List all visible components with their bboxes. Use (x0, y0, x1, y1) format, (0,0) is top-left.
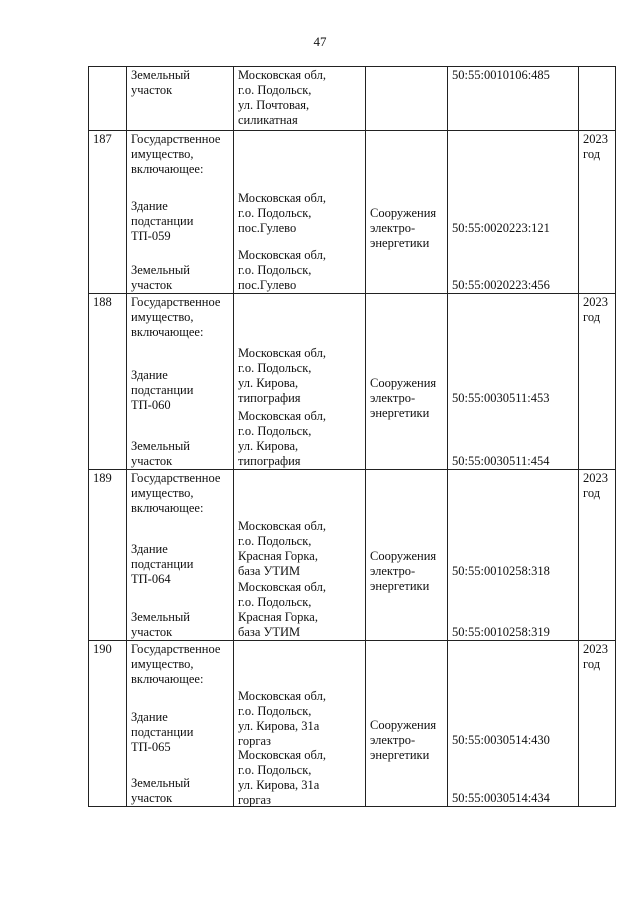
row-number (89, 67, 126, 68)
cadastral-number: 50:55:0020223:121 (452, 221, 550, 235)
year-cell (579, 67, 616, 131)
object-address-stack (234, 641, 365, 806)
row-number: 190 (93, 642, 112, 656)
table-row (89, 641, 616, 807)
object-address: Московская обл, г.о. Подольск, Красная Горка, база УТИМ (238, 519, 326, 578)
object-type: Сооружения электро- энергетики (370, 717, 437, 762)
row-number-cell (89, 470, 127, 641)
group-header: Государственное имущество, включающее: (131, 132, 221, 176)
year-cell (579, 470, 616, 641)
object-type: Сооружения электро- энергетики (370, 206, 437, 250)
object-address-cell (234, 67, 366, 131)
object-address: Московская обл, г.о. Подольск, ул. Кирова, типография (238, 345, 326, 405)
object-type (370, 625, 443, 640)
object-type-stack (366, 641, 447, 806)
object-address-cell (234, 641, 366, 807)
cadastral-number: 50:55:0010258:318 (452, 564, 550, 578)
object-type: Сооружения электро- энергетики (370, 375, 437, 420)
object-address-cell (234, 470, 366, 641)
object-type (370, 68, 443, 83)
object-type (370, 454, 443, 469)
object-address-cell (234, 131, 366, 294)
object-address-stack (234, 67, 365, 130)
year: 2023 год (583, 295, 608, 324)
cadastral-number: 50:55:0030511:454 (452, 454, 550, 468)
registry-body (89, 67, 616, 807)
object-name-stack (127, 470, 233, 640)
year-cell (579, 131, 616, 294)
cadastral-number-cell (448, 67, 579, 131)
year-cell (579, 641, 616, 807)
row-number: 188 (93, 295, 112, 309)
object-type-stack (366, 131, 447, 293)
object-name-stack (127, 67, 233, 130)
group-header: Государственное имущество, включающее: (131, 295, 221, 339)
cadastral-number: 50:55:0030511:453 (452, 390, 550, 405)
cadastral-number: 50:55:0010106:485 (452, 68, 550, 82)
cadastral-number: 50:55:0010258:319 (452, 625, 550, 639)
cadastral-number-cell (448, 641, 579, 807)
cadastral-number: 50:55:0030514:430 (452, 732, 550, 747)
object-type-cell (366, 470, 448, 641)
cadastral-number-stack (448, 67, 578, 130)
year: 2023 год (583, 132, 608, 161)
object-name-cell (127, 470, 234, 641)
object-name: Земельный участок (131, 68, 190, 97)
year: 2023 год (583, 642, 608, 671)
row-number-cell (89, 131, 127, 294)
cadastral-number-stack (448, 294, 578, 469)
cadastral-number-stack (448, 470, 578, 640)
object-type-stack (366, 294, 447, 469)
property-registry-table (88, 66, 616, 807)
cadastral-number-cell (448, 131, 579, 294)
object-name-cell (127, 641, 234, 807)
table-row (89, 294, 616, 470)
year (579, 67, 615, 68)
object-name: Здание подстанции ТП-059 (131, 198, 194, 243)
object-name-stack (127, 641, 233, 806)
object-name: Здание подстанции ТП-060 (131, 368, 194, 412)
year-cell (579, 294, 616, 470)
object-name-stack (127, 131, 233, 293)
object-address: Московская обл, г.о. Подольск, пос.Гулево (238, 248, 326, 292)
object-name: Земельный участок (131, 610, 190, 639)
object-address: Московская обл, г.о. Подольск, ул. Кирова, 31а горгаз (238, 747, 326, 807)
page-number: 47 (313, 34, 327, 49)
cadastral-number-stack (448, 131, 578, 293)
object-name-cell (127, 131, 234, 294)
table-row (89, 67, 616, 131)
object-address-stack (234, 131, 365, 293)
object-type-stack (366, 67, 447, 130)
table-row (89, 470, 616, 641)
object-address: Московская обл, г.о. Подольск, ул. Кирова, 31а горгаз (238, 689, 326, 748)
object-type: Сооружения электро- энергетики (370, 549, 437, 593)
object-address-stack (234, 294, 365, 469)
object-type-cell (366, 131, 448, 294)
object-name: Земельный участок (131, 776, 190, 805)
object-type (370, 278, 443, 293)
object-name-cell (127, 67, 234, 131)
row-number-cell (89, 67, 127, 131)
row-number-cell (89, 294, 127, 470)
object-address: Московская обл, г.о. Подольск, ул. Кирова, типография (238, 409, 326, 468)
object-name: Земельный участок (131, 439, 190, 468)
cadastral-number: 50:55:0030514:434 (452, 791, 550, 805)
table-row (89, 131, 616, 294)
row-number: 189 (93, 471, 112, 485)
object-address: Московская обл, г.о. Подольск, пос.Гулево (238, 191, 326, 235)
object-type-stack (366, 470, 447, 640)
row-number-cell (89, 641, 127, 807)
cadastral-number: 50:55:0020223:456 (452, 278, 550, 292)
object-name: Земельный участок (131, 263, 190, 292)
year: 2023 год (583, 471, 608, 500)
group-header: Государственное имущество, включающее: (131, 642, 221, 686)
object-address: Московская обл, г.о. Подольск, ул. Почтовая, силикатная (238, 68, 326, 127)
row-number: 187 (93, 132, 112, 146)
object-type-cell (366, 294, 448, 470)
group-header: Государственное имущество, включающее: (131, 471, 221, 515)
object-address-stack (234, 470, 365, 640)
cadastral-number-cell (448, 470, 579, 641)
object-type-cell (366, 67, 448, 131)
object-address-cell (234, 294, 366, 470)
object-address: Московская обл, г.о. Подольск, Красная Горка, база УТИМ (238, 580, 326, 639)
object-type (370, 791, 443, 806)
object-name: Здание подстанции ТП-065 (131, 710, 194, 754)
object-name-stack (127, 294, 233, 469)
cadastral-number-stack (448, 641, 578, 806)
object-name-cell (127, 294, 234, 470)
object-type-cell (366, 641, 448, 807)
cadastral-number-cell (448, 294, 579, 470)
object-name: Здание подстанции ТП-064 (131, 541, 194, 586)
